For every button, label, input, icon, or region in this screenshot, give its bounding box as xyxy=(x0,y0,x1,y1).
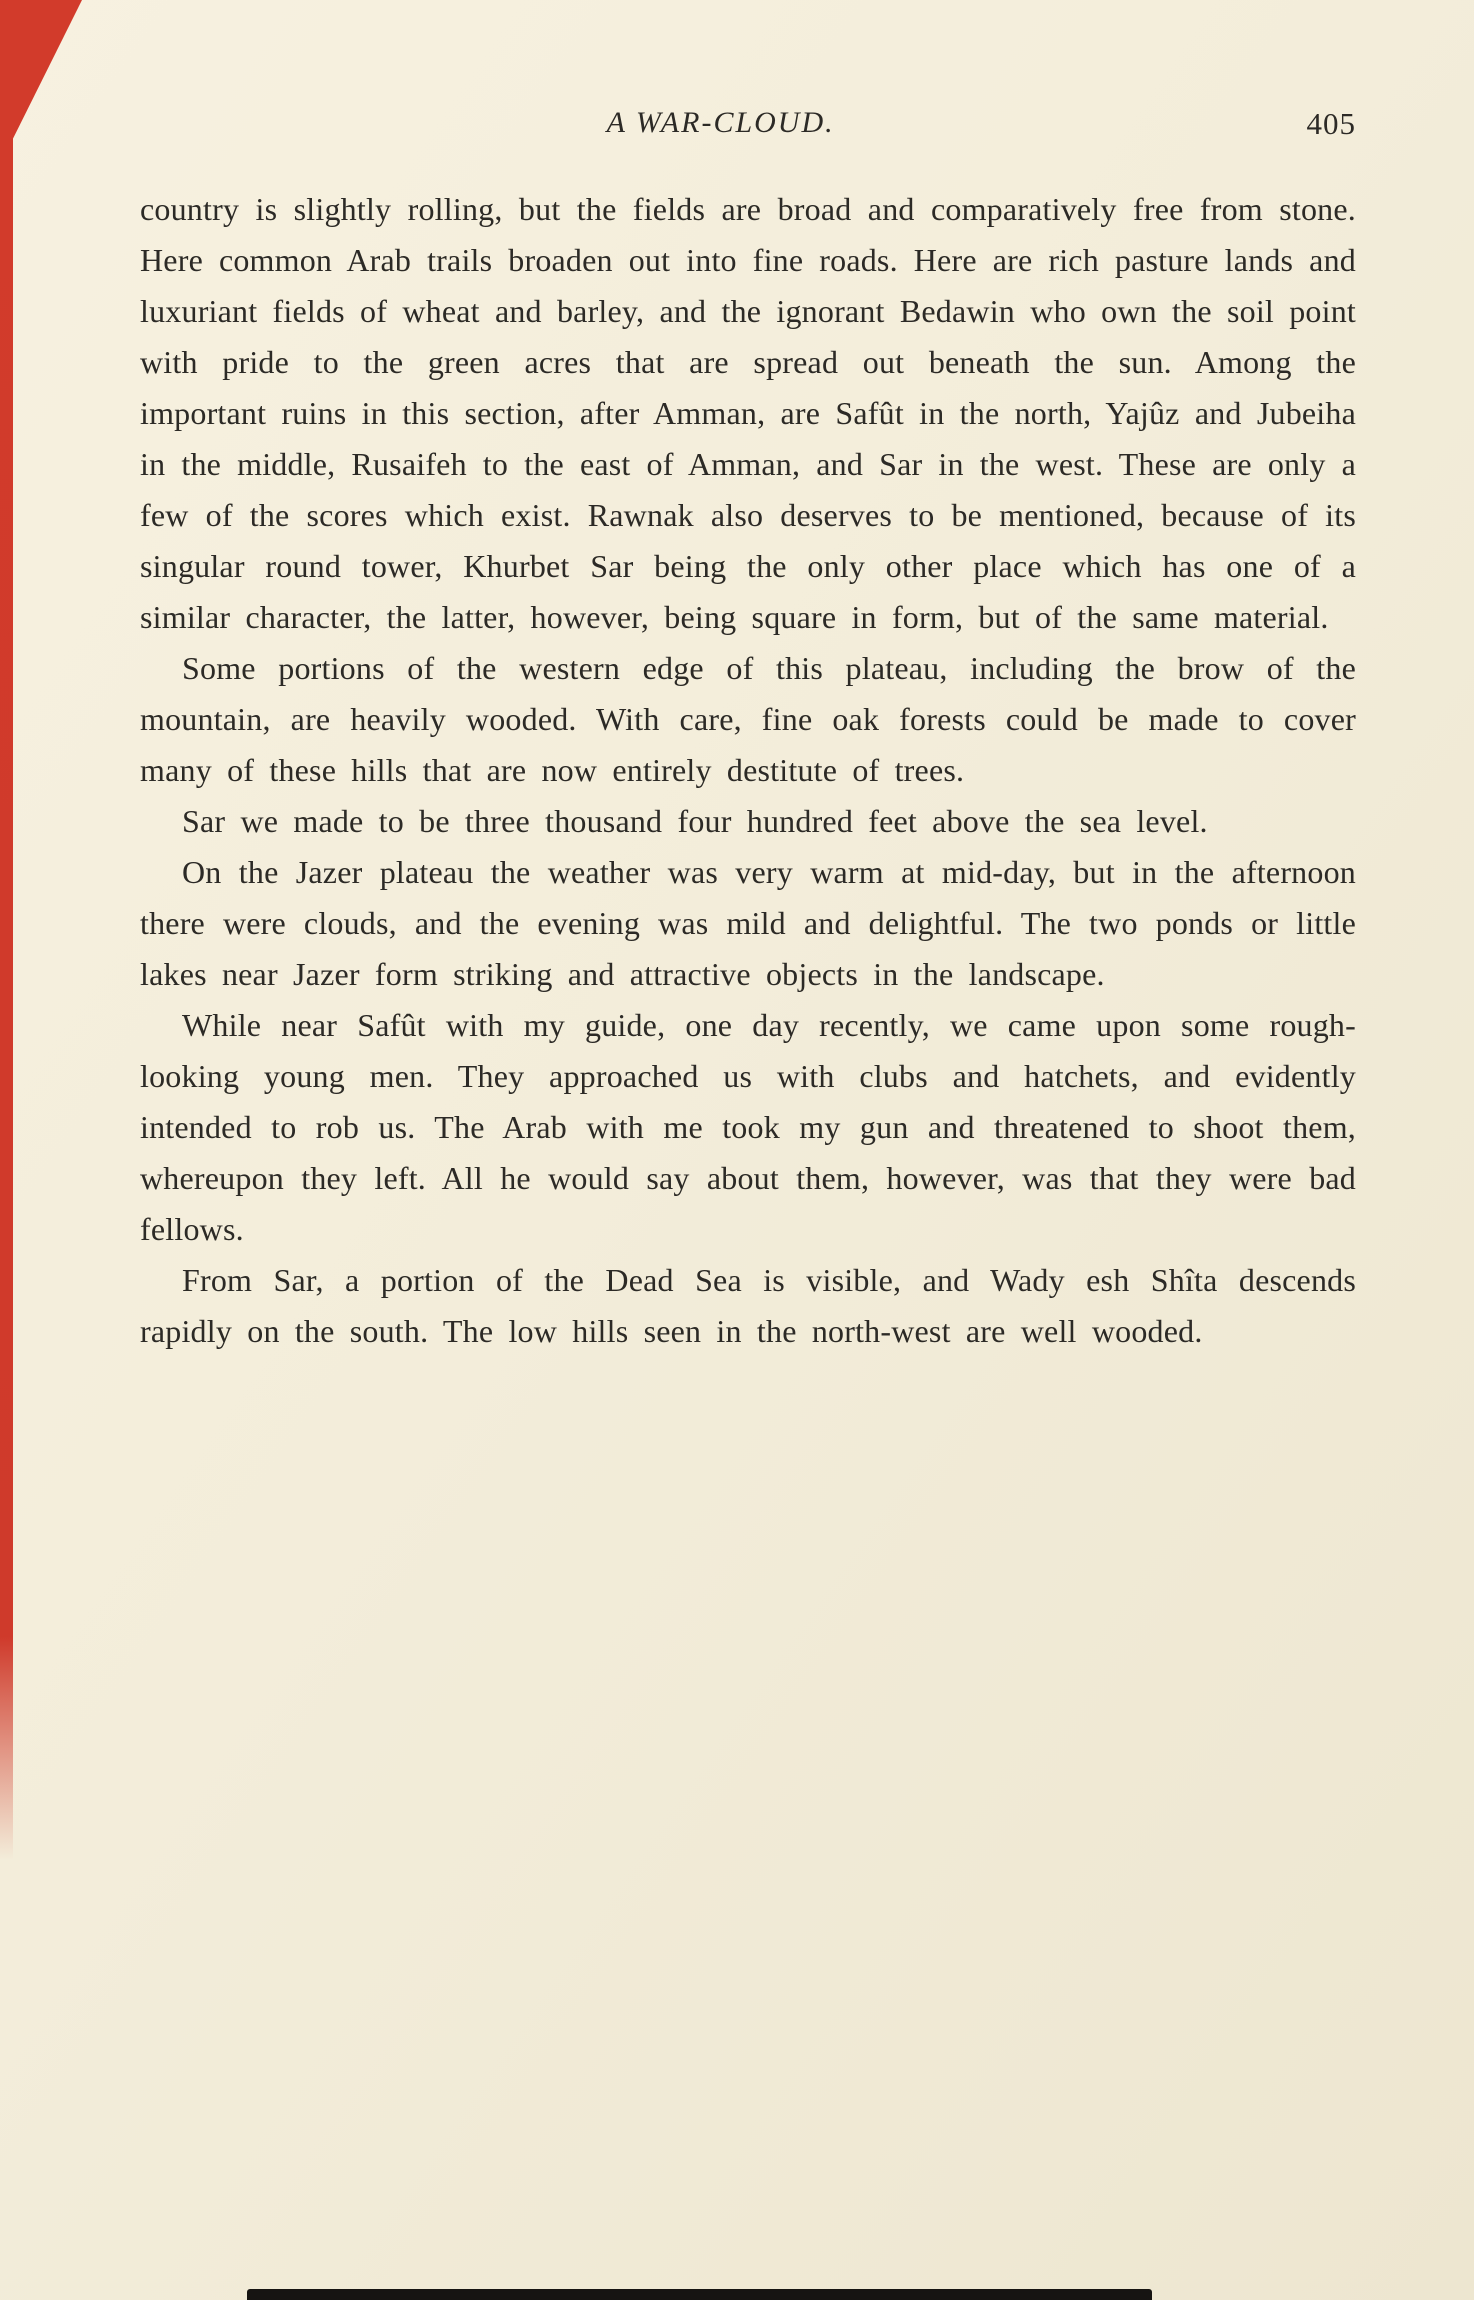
page-number: 405 xyxy=(1306,106,1356,141)
paragraph: country is slightly rolling, but the fields are broad and comparatively free from stone. Here common Arab trails broaden out into fine roads. Here are rich pasture lands and luxuriant fields of wheat and barley, and the ignorant Bedawin who own the soil point with pride to the green acres that are spread out beneath the sun. Among the important ruins in this section, after Amman, are Safût in the north, Yajûz and Jubeiha in the middle, Rusaifeh to the east of Amman, and Sar in the west. These are only a few of the scores which exist. Rawnak also deserves to be mentioned, because of its singular round tower, Khurbet Sar being the only other place which has one of a similar character, the latter, however, being square in form, but of the same material. xyxy=(140,191,1356,635)
running-header xyxy=(140,106,1356,148)
paragraph: On the Jazer plateau the weather was very warm at mid-day, but in the afternoon there were clouds, and the evening was mild and delightful. The two ponds or little lakes near Jazer form striking and attractive objects in the landscape. xyxy=(140,854,1356,992)
paragraph: Some portions of the western edge of this plateau, including the brow of the mountain, are heavily wooded. With care, fine oak forests could be made to cover many of these hills that are now entirely destitute of trees. xyxy=(140,650,1356,788)
paragraph: From Sar, a portion of the Dead Sea is visible, and Wady esh Shîta descends rapidly on the south. The low hills seen in the north-west are well wooded. xyxy=(140,1262,1356,1349)
book-edge-red-strip xyxy=(0,0,13,1860)
page-header-title: A WAR-CLOUD. xyxy=(606,106,835,139)
paragraph: While near Safût with my guide, one day recently, we came upon some rough-looking young men. They approached us with clubs and hatchets, and evidently intended to rob us. The Arab with me took my gun and threatened to shoot them, whereupon they left. All he would say about them, however, was that they were bad fellows. xyxy=(140,1007,1356,1247)
scan-shadow-bottom xyxy=(247,2289,1152,2300)
body-text xyxy=(140,184,1356,1357)
book-edge-red-corner xyxy=(0,0,82,140)
text-block xyxy=(140,106,1356,1357)
paragraph: Sar we made to be three thousand four hundred feet above the sea level. xyxy=(182,803,1208,839)
